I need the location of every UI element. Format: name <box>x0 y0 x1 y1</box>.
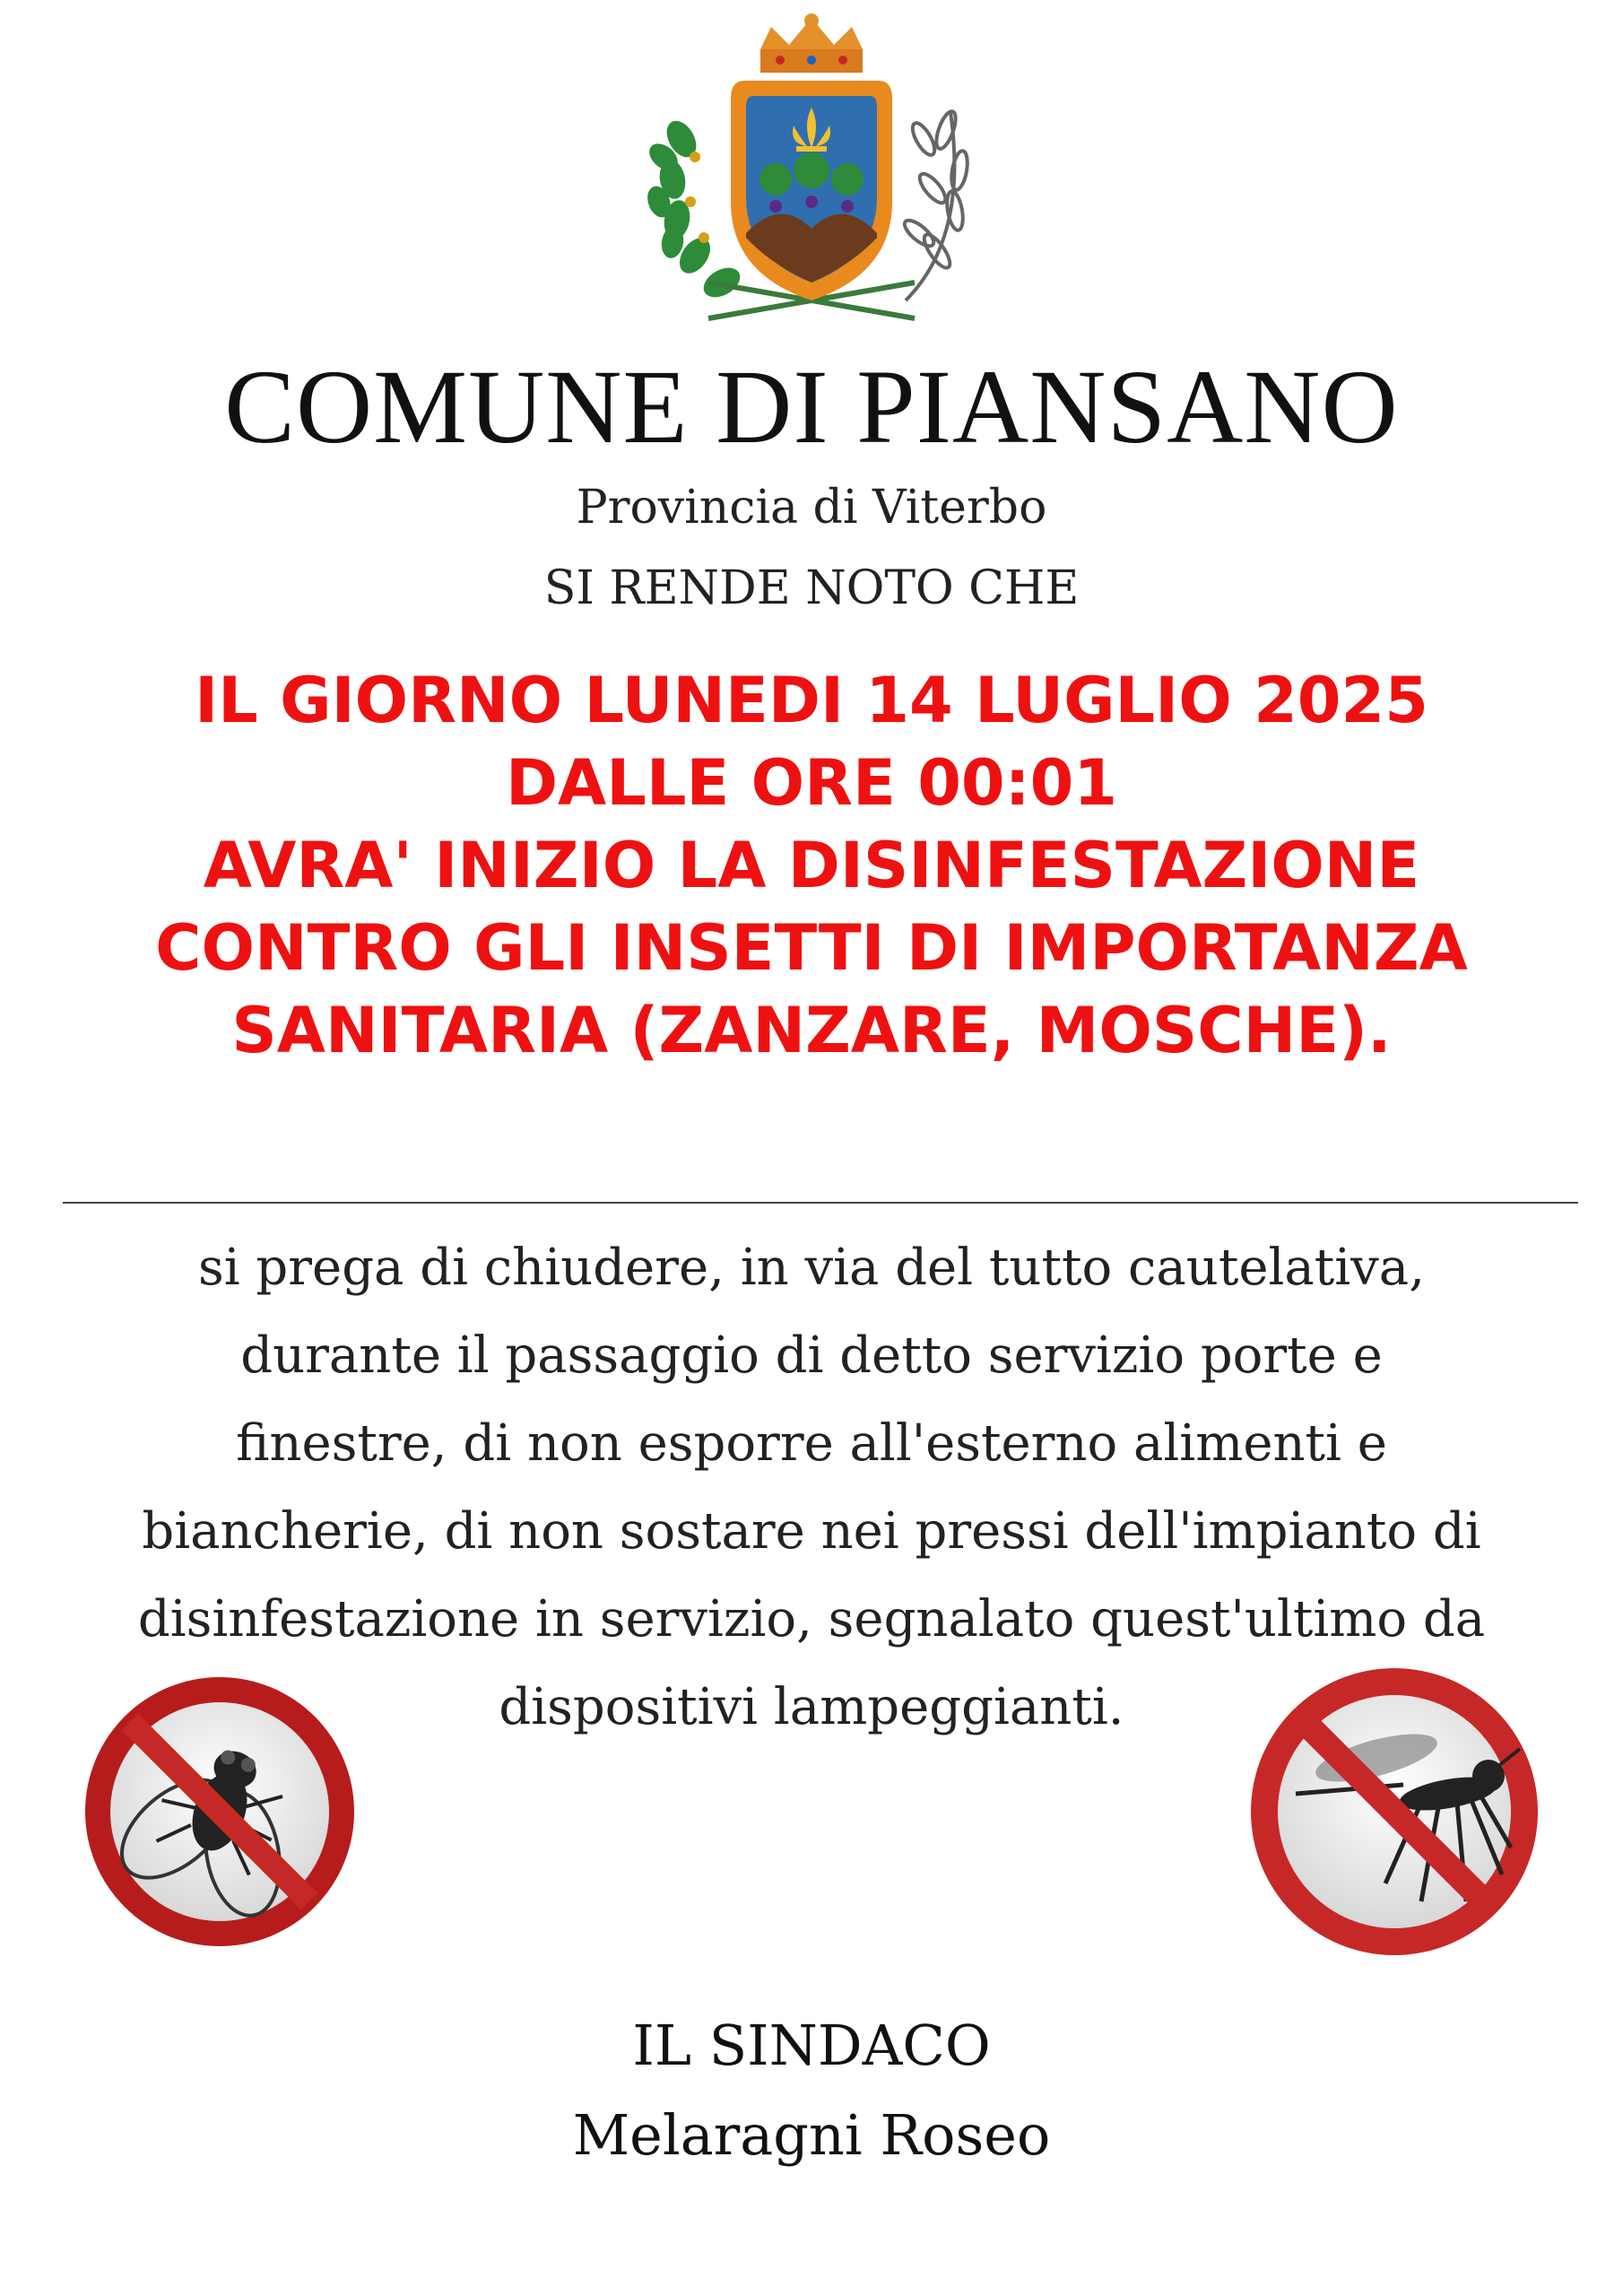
signature-name: Melaragni Roseo <box>572 2102 1051 2168</box>
paragraph-line: si prega di chiudere, in via del tutto cautelativa, <box>197 1239 1425 1297</box>
announcement-line: CONTRO GLI INSETTI DI IMPORTANZA <box>155 911 1468 985</box>
coat-of-arms-icon <box>646 13 977 327</box>
page-title: COMUNE DI PIANSANO <box>224 348 1399 465</box>
no-flies-icon <box>76 1668 363 1955</box>
announcement-block <box>54 659 1569 1072</box>
paragraph-line: durante il passaggio di detto servizio porte e <box>240 1326 1383 1385</box>
province-subtitle: Provincia di Viterbo <box>576 481 1047 535</box>
paragraph-line: finestre, di non esporre all'esterno alimenti e <box>236 1414 1387 1473</box>
signature-role: IL SINDACO <box>632 2013 991 2078</box>
notice-heading: SI RENDE NOTO CHE <box>543 561 1080 615</box>
paragraph-line: disinfestazione in servizio, segnalato quest'ultimo da <box>137 1590 1486 1648</box>
paragraph-line: dispositivi lampeggianti. <box>499 1678 1124 1736</box>
announcement-line: SANITARIA (ZANZARE, MOSCHE). <box>231 994 1392 1067</box>
announcement-line: DALLE ORE 00:01 <box>505 746 1118 820</box>
announcement-line: IL GIORNO LUNEDI 14 LUGLIO 2025 <box>195 664 1428 737</box>
no-mosquitoes-icon <box>1242 1659 1547 1964</box>
announcement-line: AVRA' INIZIO LA DISINFESTAZIONE <box>203 829 1420 902</box>
divider <box>63 1202 1578 1204</box>
paragraph-line: biancherie, di non sostare nei pressi dell'impianto di <box>142 1502 1481 1561</box>
